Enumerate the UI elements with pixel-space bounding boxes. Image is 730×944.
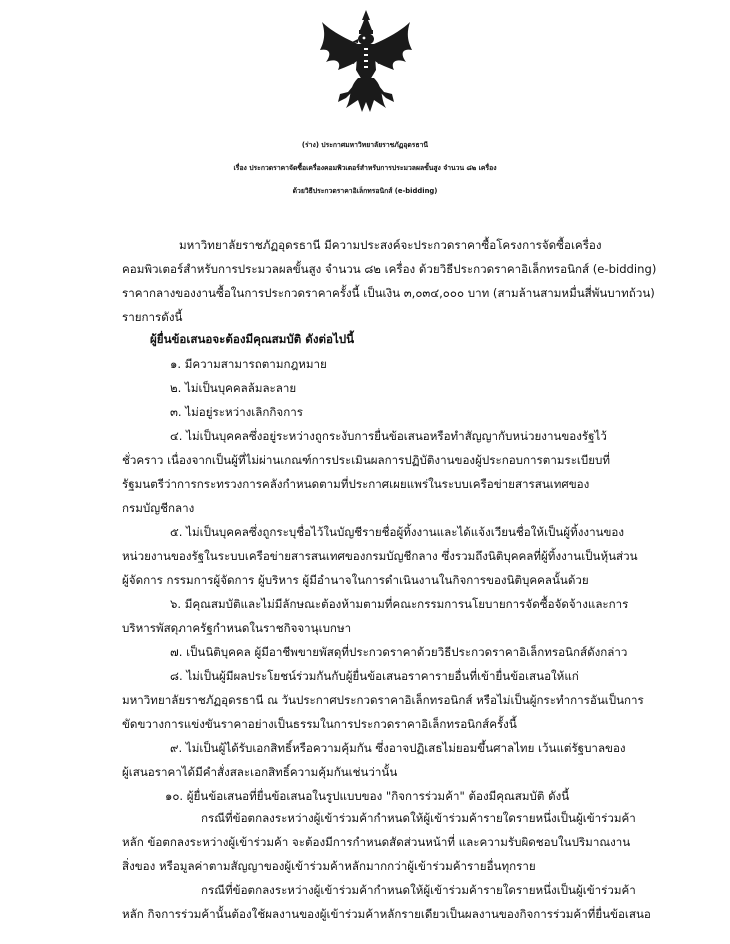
qualifications-heading: ผู้ยื่นข้อเสนอจะต้องมีคุณสมบัติ ดังต่อไปนี้	[150, 332, 355, 346]
intro-line-1: มหาวิทยาลัยราชภัฏอุดรธานี มีความประสงค์จะประกวดราคาซื้อโครงการจัดซื้อเครื่อง	[179, 238, 602, 252]
item-6-line-1: ๖. มีคุณสมบัติและไม่มีลักษณะต้องห้ามตามที่คณะกรรมการนโยบายการจัดซื้อจัดจ้างและการ	[170, 597, 629, 611]
item-9-line-2: ผู้เสนอราคาได้มีคำสั่งสละเอกสิทธิ์ความคุ้มกันเช่นว่านั้น	[122, 765, 398, 779]
item-4-line-3: รัฐมนตรีว่าการกระทรวงการคลังกำหนดตามที่ประกาศเผยแพร่ในระบบเครือข่ายสารสนเทศของ	[122, 477, 590, 491]
item-8-line-3: ขัดขวางการแข่งขันราคาอย่างเป็นธรรมในการประกวดราคาอิเล็กทรอนิกส์ครั้งนี้	[122, 717, 517, 731]
item-10: ๑๐. ผู้ยื่นข้อเสนอที่ยื่นข้อเสนอในรูปแบบของ "กิจการร่วมค้า" ต้องมีคุณสมบัติ ดังนี้	[165, 789, 570, 803]
garuda-emblem-icon	[318, 8, 414, 120]
item-5-line-2: หน่วยงานของรัฐในระบบเครือข่ายสารสนเทศของกรมบัญชีกลาง ซึ่งรวมถึงนิติบุคคลที่ผู้ทิ้งงานเป็นหุ้นส่วน	[122, 549, 638, 563]
item-5-line-1: ๕. ไม่เป็นบุคคลซึ่งถูกระบุชื่อไว้ในบัญชีรายชื่อผู้ทิ้งงานและได้แจ้งเวียนชื่อให้เป็นผู้ทิ้งงานของ	[170, 525, 625, 539]
item-4-line-4: กรมบัญชีกลาง	[122, 501, 195, 515]
item-8-line-2: มหาวิทยาลัยราชภัฏอุดรธานี ณ วันประกาศประกวดราคาอิเล็กทรอนิกส์ หรือไม่เป็นผู้กระทำการอันเป็นการ	[122, 693, 644, 707]
item-5-line-3: ผู้จัดการ กรรมการผู้จัดการ ผู้บริหาร ผู้มีอำนาจในการดำเนินงานในกิจการของนิติบุคคลนั้นด้วย	[122, 573, 589, 587]
header-line-3: ด้วยวิธีประกวดราคาอิเล็กทรอนิกส์ (e-bidding)	[292, 187, 438, 195]
intro-line-4: รายการดังนี้	[122, 310, 183, 324]
intro-line-2: คอมพิวเตอร์สำหรับการประมวลผลขั้นสูง จำนวน ๘๒ เครื่อง ด้วยวิธีประกวดราคาอิเล็กทรอนิกส์ (e-bidding)	[122, 262, 657, 276]
item-6-line-2: บริหารพัสดุภาครัฐกำหนดในราชกิจจานุเบกษา	[122, 621, 352, 635]
item-10-para-1-line-1: กรณีที่ข้อตกลงระหว่างผู้เข้าร่วมค้ากำหนดให้ผู้เข้าร่วมค้ารายใดรายหนึ่งเป็นผู้เข้าร่วมค้า	[201, 811, 636, 825]
item-7: ๗. เป็นนิติบุคคล ผู้มีอาชีพขายพัสดุที่ประกวดราคาด้วยวิธีประกวดราคาอิเล็กทรอนิกส์ดังกล่าว	[170, 645, 628, 659]
item-10-para-1-line-2: หลัก ข้อตกลงระหว่างผู้เข้าร่วมค้า จะต้องมีการกำหนดสัดส่วนหน้าที่ และความรับผิดชอบในปริมาณงาน	[122, 835, 631, 849]
item-3: ๓. ไม่อยู่ระหว่างเลิกกิจการ	[170, 405, 303, 419]
header-line-1: (ร่าง) ประกาศมหาวิทยาลัยราชภัฏอุดรธานี	[301, 141, 429, 149]
item-4-line-2: ชั่วคราว เนื่องจากเป็นผู้ที่ไม่ผ่านเกณฑ์การประเมินผลการปฏิบัติงานของผู้ประกอบการตามระเบียบที่	[122, 453, 611, 467]
header-line-2: เรื่อง ประกวดราคาจัดซื้อเครื่องคอมพิวเตอร์สำหรับการประมวลผลขั้นสูง จำนวน ๘๒ เครื่อง	[233, 164, 497, 172]
item-4-line-1: ๔. ไม่เป็นบุคคลซึ่งอยู่ระหว่างถูกระงับการยื่นข้อเสนอหรือทำสัญญากับหน่วยงานของรัฐไว้	[170, 429, 607, 443]
item-10-para-1-line-3: สิ่งของ หรือมูลค่าตามสัญญาของผู้เข้าร่วมค้าหลักมากกว่าผู้เข้าร่วมค้ารายอื่นทุกราย	[122, 859, 536, 873]
item-8-line-1: ๘. ไม่เป็นผู้มีผลประโยชน์ร่วมกันกับผู้ยื่นข้อเสนอราคารายอื่นที่เข้ายื่นข้อเสนอให้แก่	[170, 669, 579, 683]
item-10-para-2-line-1: กรณีที่ข้อตกลงระหว่างผู้เข้าร่วมค้ากำหนดให้ผู้เข้าร่วมค้ารายใดรายหนึ่งเป็นผู้เข้าร่วมค้า	[201, 883, 636, 897]
item-10-para-2-line-2: หลัก กิจการร่วมค้านั้นต้องใช้ผลงานของผู้เข้าร่วมค้าหลักรายเดียวเป็นผลงานของกิจการร่วมค้าที่ยื่นข้อเสนอ	[122, 907, 651, 921]
intro-line-3: ราคากลางของงานซื้อในการประกวดราคาครั้งนี้ เป็นเงิน ๓,๐๓๔,๐๐๐ บาท (สามล้านสามหมื่นสี่พันบาทถ้วน)	[122, 286, 655, 300]
item-2: ๒. ไม่เป็นบุคคลล้มละลาย	[170, 381, 297, 395]
item-9-line-1: ๙. ไม่เป็นผู้ได้รับเอกสิทธิ์หรือความคุ้มกัน ซึ่งอาจปฏิเสธไม่ยอมขึ้นศาลไทย เว้นแต่รัฐบาลของ	[170, 741, 626, 755]
item-1: ๑. มีความสามารถตามกฎหมาย	[170, 357, 327, 371]
